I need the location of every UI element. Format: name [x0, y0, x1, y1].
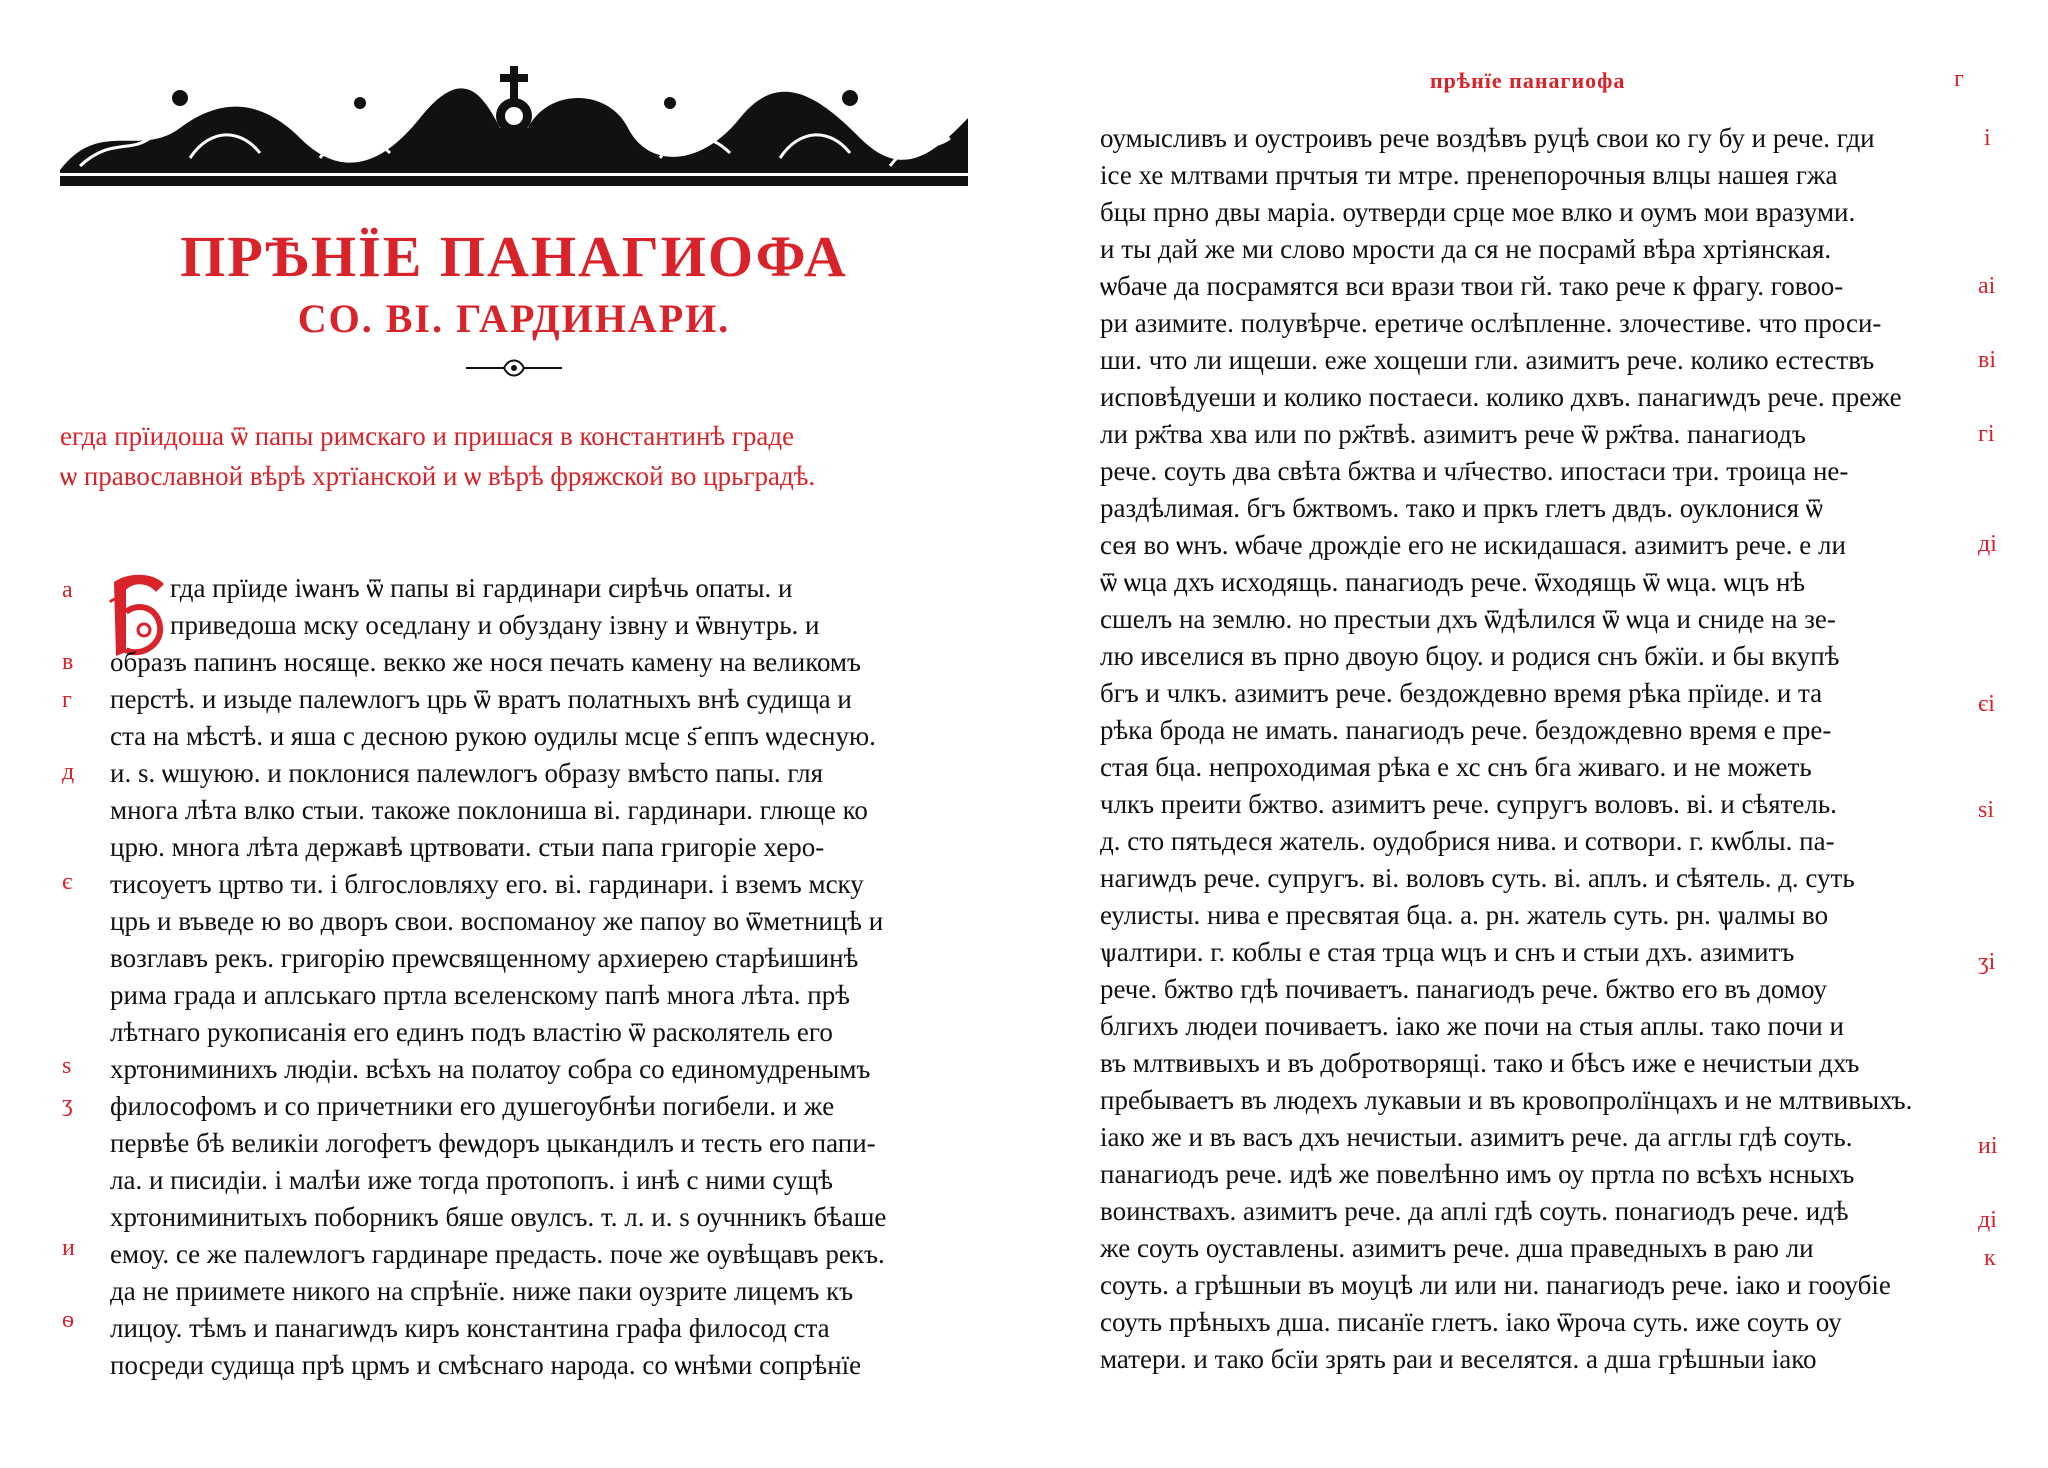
margin-number: ѕі [1978, 797, 1995, 823]
text-line: рече. бжтво гдѣ почиваетъ. панагиодъ рече. бжтво его въ домоу [1100, 974, 1827, 1004]
text-line: философомъ и со причетники его душегоубнѣи погибели. и же [110, 1091, 835, 1121]
text-line: приведоша мску оседлану и обуздану ізвну и ѿвнутрь. и [170, 610, 820, 640]
text-line: соуть прѣныхъ дша. писанїе глетъ. іако ѿроча суть. иже соуть оу [1100, 1307, 1842, 1337]
text-line: и. ѕ. ѡшуюю. и поклонися палеѡлогъ образу вмѣсто папы. гля [110, 758, 824, 788]
right-body-text [1100, 118, 1962, 1438]
margin-number: ӡі [1978, 949, 1996, 975]
margin-number: и [62, 1235, 75, 1261]
text-line: стая бца. непроходимая рѣка е хс снъ бга живаго. и не можеть [1100, 752, 1812, 782]
text-line: первѣе бѣ великіи логофетъ феѡдоръ цыкандилъ и тесть его папи- [110, 1128, 876, 1158]
text-line: возглавъ рекъ. григорію преѡсвященному архиерею старѣишинѣ [110, 943, 859, 973]
text-line: сшелъ на землю. но престыи дхъ ѿдѣлился ѿ ѡца и сниде на зе- [1100, 604, 1836, 634]
running-head: прѣнїе панагиофа [1430, 68, 1626, 93]
text-line: сея во ѡнъ. ѡбаче дрождіе его не искидашася. азимитъ рече. е ли [1100, 530, 1846, 560]
text-line: тисоуетъ цртво ти. і блгословляху его. ві. гардинари. і вземъ мску [110, 869, 864, 899]
text-line: ли рж҃тва хва или по рж҃твѣ. азимитъ рече ѿ рж҃тва. панагиодъ [1100, 419, 1806, 449]
margin-number: ѳ [62, 1307, 74, 1333]
margin-number: аі [1978, 273, 1996, 299]
text-line: бцы прно двы маріа. оутверди срце мое влко и оумъ мои вразуми. [1100, 197, 1856, 227]
margin-number: ді [1978, 1207, 1997, 1233]
text-line: панагиодъ рече. идѣ же повелѣнно имъ оу пртла по всѣхъ нсныхъ [1100, 1159, 1855, 1189]
margin-number: к [1984, 1245, 1996, 1271]
text-line: гда прїиде іѡанъ ѿ папы ві гардинари сирѣчь опаты. и [170, 573, 793, 603]
text-line: и ты дай же ми слово мрости да ся не посрамй вѣра хртіянская. [1100, 234, 1832, 264]
rubric-line: егда прїидоша ѿ папы римскаго и пришася в константинѣ граде [60, 421, 795, 451]
rubric-line: ѡ православной вѣрѣ хртїанской и ѡ вѣрѣ фряжской во црьградѣ. [60, 461, 816, 491]
text-line: образъ папинъ носяще. векко же нося печать камену на великомъ [110, 647, 861, 677]
text-line: нагиѡдъ рече. супругъ. ві. воловъ суть. ві. аплъ. и сѣятель. д. суть [1100, 863, 1855, 893]
text-line: въ млтвивыхъ и въ добротворящі. тако и бѣсъ иже е нечистыи дхъ [1100, 1048, 1860, 1078]
text-line: рече. соуть два свѣта бжтва и чл҃чество. ипостаси три. троица не- [1100, 456, 1849, 486]
text-line: еулисты. нива е пресвятая бца. а. рн. жатель суть. рн. ѱалмы во [1100, 900, 1829, 930]
left-body-text [60, 568, 990, 1468]
text-line: ла. и писидіи. і малѣи иже тогда протопопъ. і инѣ с ними сущѣ [110, 1165, 833, 1195]
text-line: д. сто пятьдеся жатель. оудобрися нива. и сотвори. г. кѡблы. па- [1100, 826, 1835, 856]
text-line: хртониминитыхъ поборникъ бяше овулсъ. т. л. и. ѕ оучнникъ бѣаше [110, 1202, 887, 1232]
text-line: ѱалтири. г. коблы е стая трца ѡцъ и снъ и стыи дхъ. азимитъ [1100, 937, 1795, 967]
margin-number: єі [1978, 691, 1995, 717]
text-line: оумысливъ и оустроивъ рече воздѣвъ руцѣ свои ко гу бу и рече. гди [1100, 123, 1875, 153]
text-line: црь и въведе ю во дворъ свои. воспоманоу же папоу во ѿметницѣ и [110, 906, 884, 936]
text-line: ши. что ли ищеши. еже хощеши гли. азимитъ рече. колико естествъ [1100, 345, 1875, 375]
text-line: пребываетъ въ людехъ лукавыи и въ кровопролїнцахъ и не млтвивыхъ. [1100, 1085, 1913, 1115]
text-line: исповѣдуеши и колико постаеси. колико дхвъ. панагиѡдъ рече. преже [1100, 382, 1902, 412]
margin-number: гі [1978, 421, 1995, 447]
text-line: воинствахъ. азимитъ рече. да аплі гдѣ соуть. понагиодъ рече. идѣ [1100, 1196, 1849, 1226]
margin-number: в [62, 649, 74, 675]
margin-number: і [1984, 125, 1991, 151]
text-line: рѣка брода не имать. панагиодъ рече. бездождевно время е пре- [1100, 715, 1832, 745]
margin-number: д [62, 759, 75, 785]
text-line: члкъ преити бжтво. азимитъ рече. супругъ воловъ. ві. и сѣятель. [1100, 789, 1837, 819]
text-line: іако же и въ васъ дхъ нечистыи. азимитъ рече. да агглы гдѣ соуть. [1100, 1122, 1853, 1152]
text-line: ѡбаче да посрамятся вси врази твои гй. тако рече к фрагу. говоо- [1100, 271, 1844, 301]
margin-number: иі [1978, 1133, 1998, 1159]
text-line: хртониминихъ людіи. всѣхъ на полатоу собра со единомудренымъ [110, 1054, 871, 1084]
text-line: црю. многа лѣта державѣ цртвовати. стыи папа григоріе херо- [110, 832, 825, 862]
page-number: г [1954, 66, 1964, 92]
text-line: блгихъ людеи почиваетъ. іако же почи на стыя аплы. тако почи и [1100, 1011, 1844, 1041]
text-line: ѿ ѡца дхъ исходящь. панагиодъ рече. ѿходящь ѿ ѡца. ѡцъ нѣ [1100, 567, 1806, 597]
text-line: бгъ и члкъ. азимитъ рече. бездождевно время рѣка прїиде. и та [1100, 678, 1823, 708]
margin-number: ді [1978, 531, 1997, 557]
text-line: лицоу. тѣмъ и панагиѡдъ киръ константина графа филосод ста [110, 1313, 830, 1343]
text-line: ри азимите. полувѣрче. еретиче ослѣпленне. злочестиве. что проси- [1100, 308, 1882, 338]
text-line: матери. и тако бсїи зрять раи и веселятся. а дша грѣшныи іако [1100, 1344, 1817, 1374]
text-line: рима града и аплськаго пртла вселенскому папѣ многа лѣта. прѣ [110, 980, 850, 1010]
margin-number: ѕ [62, 1053, 72, 1079]
margin-number: є [62, 869, 73, 895]
rubric-heading [60, 416, 970, 496]
text-line: да не приимете никого на спрѣнїе. ниже паки оузрите лицемъ къ [110, 1276, 854, 1306]
page-title: ПРѢНЇЕ ПАНАГИОФА [180, 224, 848, 289]
text-line: ісе хе млтвами прчтыя ти мтре. пренепорочныя влцы нашея гжа [1100, 160, 1838, 190]
text-line: соуть. а грѣшныи въ моуцѣ ли или ни. панагиодъ рече. іако и гооубіе [1100, 1270, 1891, 1300]
margin-number: ӡ [62, 1091, 73, 1117]
page-subtitle: СО. ВІ. ГАРДИНАРИ. [297, 296, 731, 341]
text-line: лѣтнаго рукописанія его единъ подъ властію ѿ расколятель его [110, 1017, 833, 1047]
text-line: посреди судища прѣ црмъ и смѣснаго народа. со ѡнѣми сопрѣнїе [110, 1350, 862, 1380]
text-line: ста на мѣстѣ. и яша с десною рукою оудилы мсце ѕ҃ еппъ ѡдесную. [110, 721, 876, 751]
text-line: раздѣлимая. бгъ бжтвомъ. тако и пркъ глетъ двдъ. оуклонися ѿ [1100, 493, 1823, 523]
text-line: лю ивселися въ прно двоую бцоу. и родися снъ бжїи. и бы вкупѣ [1100, 641, 1840, 671]
text-line: емоу. се же палеѡлогъ гардинаре предасть. поче же оувѣщавъ рекъ. [110, 1239, 885, 1269]
text-line: перстѣ. и изыде палеѡлогъ црь ѿ вратъ полатныхъ внѣ судища и [110, 684, 852, 714]
ornamental-headpiece [60, 58, 968, 188]
text-line: многа лѣта влко стыи. такоже поклониша ві. гардинари. глюще ко [110, 795, 868, 825]
text-line: же соуть оуставлены. азимитъ рече. дша праведныхъ в раю ли [1100, 1233, 1814, 1263]
ornamental-divider-icon [464, 356, 564, 380]
headpiece-ornament-icon [60, 58, 968, 188]
margin-number: г [62, 687, 72, 713]
margin-number: ві [1978, 347, 1996, 373]
margin-number: а [62, 577, 73, 603]
left-page [0, 0, 1000, 1448]
